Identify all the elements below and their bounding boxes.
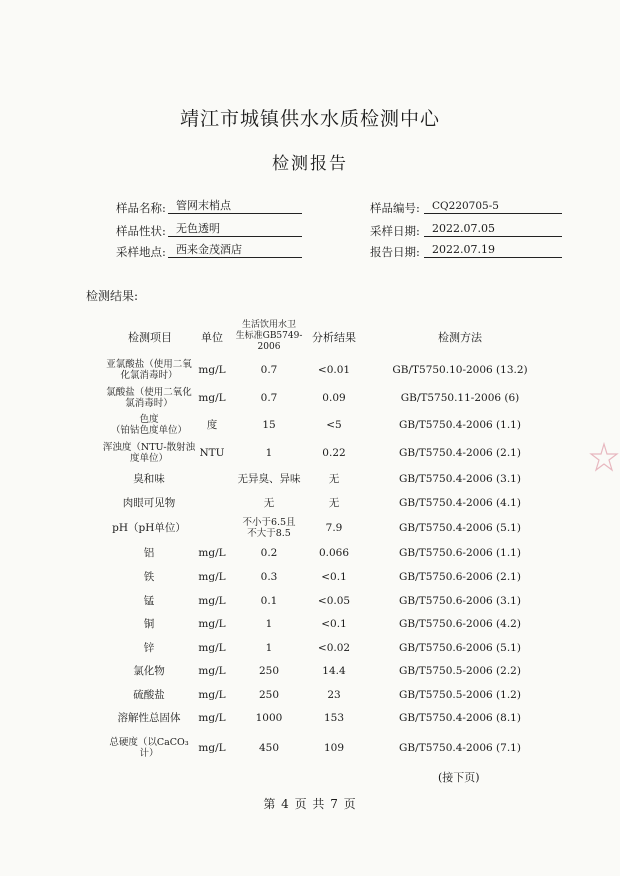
row-standard <box>228 571 310 584</box>
row-unit: NTU <box>199 446 225 459</box>
row-item-line: 度单位） <box>129 453 168 464</box>
sample-name-label: 样品名称: <box>116 201 166 215</box>
row-standard-line: 0.7 <box>260 391 278 404</box>
header-item: 检测项目 <box>128 331 172 344</box>
row-method: GB/T5750.4-2006 (5.1) <box>399 521 521 534</box>
row-unit: mg/L <box>198 546 226 559</box>
row-item-line: 硫酸盐 <box>133 688 165 701</box>
row-item-line: （铂钴色度单位） <box>110 425 187 436</box>
row-item <box>84 522 214 535</box>
sampling-date-label: 采样日期: <box>370 224 420 238</box>
header-result: 分析结果 <box>312 331 356 344</box>
row-standard-line: 不大于8.5 <box>247 528 291 539</box>
results-label: 检测结果: <box>86 289 139 303</box>
continued-note: (接下页) <box>438 771 480 784</box>
row-item <box>84 473 214 486</box>
header-method: 检测方法 <box>438 331 482 344</box>
row-standard-line: 0.2 <box>260 546 278 559</box>
sampling-date-value: 2022.07.05 <box>424 222 562 237</box>
row-item-line: 铝 <box>143 546 155 559</box>
row-result: <0.1 <box>321 617 347 630</box>
row-result: <0.1 <box>321 570 347 583</box>
row-item-line: 锰 <box>143 594 155 607</box>
row-item-line: 锌 <box>143 641 155 654</box>
row-unit: mg/L <box>198 594 226 607</box>
row-standard <box>228 497 310 510</box>
row-standard <box>228 665 310 678</box>
row-result: 23 <box>327 688 341 701</box>
row-result: 0.066 <box>318 546 350 559</box>
report-date-label: 报告日期: <box>370 245 420 259</box>
row-result: 无 <box>328 496 340 509</box>
row-standard <box>228 517 310 540</box>
row-standard-line: 15 <box>262 418 276 431</box>
row-unit: mg/L <box>198 688 226 701</box>
row-standard <box>228 689 310 702</box>
row-standard-line: 不小于6.5且 <box>242 516 296 528</box>
row-standard <box>228 447 310 460</box>
row-unit: mg/L <box>198 363 226 376</box>
page-footer: 第 4 页 共 7 页 <box>263 797 357 811</box>
row-standard <box>228 642 310 655</box>
row-item-line: 浑浊度（NTU-散射浊 <box>102 441 196 453</box>
row-standard-line: 无 <box>263 496 275 509</box>
row-item-line: 化氯消毒时） <box>120 370 178 381</box>
row-result: 14.4 <box>322 664 346 677</box>
row-method: GB/T5750.10-2006 (13.2) <box>392 363 528 376</box>
row-standard-line: 0.3 <box>260 570 278 583</box>
row-standard-line: 1 <box>265 617 273 630</box>
header-unit: 单位 <box>201 331 223 344</box>
row-result: 0.22 <box>322 446 346 459</box>
row-item-line: 色度 <box>139 413 159 425</box>
row-result: <5 <box>326 418 342 431</box>
row-item-line: 溶解性总固体 <box>117 711 181 724</box>
sample-code-label: 样品编号: <box>370 201 420 215</box>
row-standard <box>228 419 310 432</box>
row-standard-line: 0.1 <box>260 594 278 607</box>
row-standard <box>228 742 310 755</box>
row-standard-line: 无异臭、异味 <box>237 472 301 485</box>
row-standard <box>228 392 310 405</box>
row-unit: mg/L <box>198 391 226 404</box>
row-item <box>84 497 214 510</box>
row-result: 0.09 <box>322 391 346 404</box>
report-title: 检测报告 <box>272 154 348 174</box>
row-standard <box>228 618 310 631</box>
row-standard-line: 250 <box>258 688 280 701</box>
row-method: GB/T5750.4-2006 (4.1) <box>399 496 521 509</box>
row-standard-line: 0.7 <box>260 363 278 376</box>
row-unit: mg/L <box>198 570 226 583</box>
sample-name-value: 管网末梢点 <box>168 199 302 214</box>
row-method: GB/T5750.4-2006 (3.1) <box>399 472 521 485</box>
header-standard: 生活饮用水卫 生标准GB5749- 2006 <box>235 320 303 352</box>
row-standard <box>228 364 310 377</box>
row-standard <box>228 473 310 486</box>
row-standard-line: 1 <box>265 446 273 459</box>
row-item-line: 氯化物 <box>133 664 165 677</box>
row-result: <0.02 <box>317 641 351 654</box>
row-result: <0.01 <box>317 363 351 376</box>
row-result: 109 <box>323 741 345 754</box>
row-method: GB/T5750.6-2006 (4.2) <box>399 617 521 630</box>
row-method: GB/T5750.6-2006 (1.1) <box>399 546 521 559</box>
row-method: GB/T5750.6-2006 (5.1) <box>399 641 521 654</box>
row-method: GB/T5750.4-2006 (2.1) <box>399 446 521 459</box>
row-item-line: 铁 <box>143 570 155 583</box>
row-unit: mg/L <box>198 664 226 677</box>
row-unit: mg/L <box>198 711 226 724</box>
row-standard-line: 1000 <box>255 711 283 724</box>
sampling-location-label: 采样地点: <box>116 245 166 259</box>
row-unit: 度 <box>206 418 218 431</box>
row-result: 无 <box>328 472 340 485</box>
row-method: GB/T5750.4-2006 (7.1) <box>399 741 521 754</box>
row-method: GB/T5750.5-2006 (1.2) <box>399 688 521 701</box>
row-standard-line: 450 <box>258 741 280 754</box>
row-method: GB/T5750.5-2006 (2.2) <box>399 664 521 677</box>
row-method: GB/T5750.4-2006 (8.1) <box>399 711 521 724</box>
sample-code-value: CQ220705-5 <box>424 199 562 214</box>
sample-property-value: 无色透明 <box>168 222 302 237</box>
row-result: 153 <box>323 711 345 724</box>
row-item-line: 氯消毒时） <box>125 398 173 409</box>
row-method: GB/T5750.11-2006 (6) <box>400 391 520 404</box>
row-standard <box>228 547 310 560</box>
row-item-line: 总硬度（以CaCO₃ <box>109 736 189 748</box>
row-standard-line: 250 <box>258 664 280 677</box>
row-item-line: pH（pH单位） <box>112 521 186 534</box>
row-item-line: 铜 <box>143 617 155 630</box>
report-date-value: 2022.07.19 <box>424 243 562 258</box>
sample-property-label: 样品性状: <box>116 224 166 238</box>
center-title: 靖江市城镇供水水质检测中心 <box>179 108 440 130</box>
row-standard-line: 1 <box>265 641 273 654</box>
row-standard <box>228 712 310 725</box>
row-item-line: 臭和味 <box>133 472 165 485</box>
row-method: GB/T5750.6-2006 (2.1) <box>399 570 521 583</box>
row-item-line: 肉眼可见物 <box>122 496 176 509</box>
row-result: <0.05 <box>317 594 351 607</box>
row-unit: mg/L <box>198 617 226 630</box>
row-standard <box>228 595 310 608</box>
row-unit: mg/L <box>198 641 226 654</box>
row-method: GB/T5750.4-2006 (1.1) <box>399 418 521 431</box>
sampling-location-value: 西来金茂酒店 <box>168 243 302 258</box>
row-method: GB/T5750.6-2006 (3.1) <box>399 594 521 607</box>
row-result: 7.9 <box>325 521 343 534</box>
row-item-line: 氯酸盐（使用二氧化 <box>106 386 192 398</box>
row-unit: mg/L <box>198 741 226 754</box>
row-item-line: 亚氯酸盐（使用二氧 <box>106 358 192 370</box>
row-item-line: 计） <box>139 748 159 759</box>
seal-stamp-icon <box>588 438 620 488</box>
